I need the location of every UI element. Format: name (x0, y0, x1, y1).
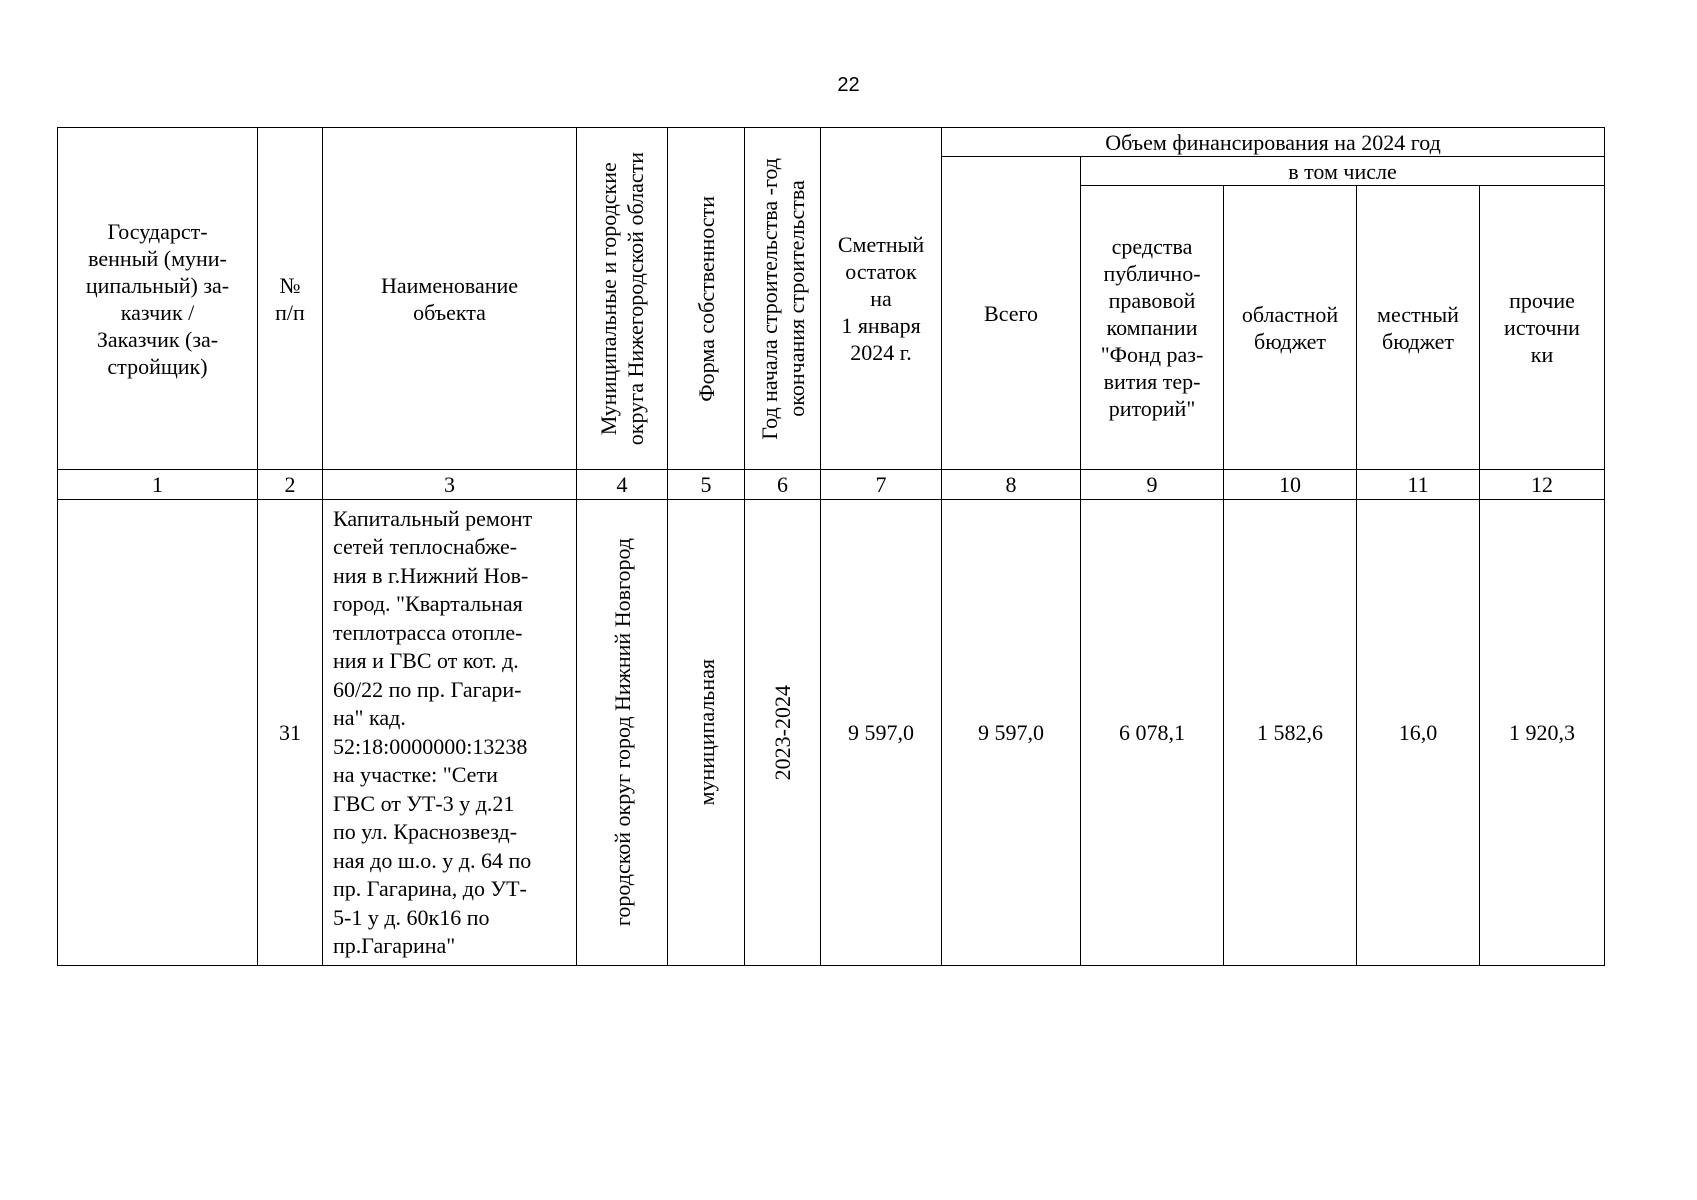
header-total: Всего (942, 157, 1081, 470)
column-number: 4 (577, 470, 668, 500)
column-number: 2 (258, 470, 323, 500)
object-name-text: Капитальный ремонт сетей теплоснабже- ния в г.Нижний Нов- город. "Квартальная теплотрасса отопле- ния и ГВС от кот. д. 60/22 по пр. Гагари- на" кад. 52:18:0000000:13238 на участке: "Сети ГВС от УТ-3 у д.21 по ул. Краснозвезд- ная до ш.о. у д. 64 по пр. Гагарина, до УТ- 5-1 у д. 60к16 по пр.Гагарина" (333, 505, 533, 958)
cell-other: 1 920,3 (1480, 500, 1605, 966)
column-numbers-row (58, 470, 1605, 500)
header-customer: Государст- венный (муни- ципальный) за- казчик / Заказчик (за- стройщик) (58, 128, 258, 470)
page-number: 22 (837, 74, 860, 96)
header-including: в том числе (1081, 157, 1605, 186)
column-number: 8 (942, 470, 1081, 500)
cell-customer (58, 500, 258, 966)
header-years: Год начала строительства -год окончания строительства (745, 128, 821, 470)
municipality-text: городской округ город Нижний Новгород (609, 538, 635, 927)
cell-number: 31 (258, 500, 323, 966)
header-funding-group: Объем финансирования на 2024 год (942, 128, 1605, 157)
column-number: 11 (1357, 470, 1480, 500)
column-number: 5 (668, 470, 745, 500)
cell-ownership (668, 500, 745, 966)
header-estimate-balance: Сметный остаток на 1 января 2024 г. (821, 128, 942, 470)
ownership-text: муниципальная (693, 659, 719, 806)
header-municipality: Муниципальные и городские округа Нижегородской области (577, 128, 668, 470)
cell-years (745, 500, 821, 966)
column-number: 3 (323, 470, 577, 500)
column-number: 1 (58, 470, 258, 500)
column-number: 6 (745, 470, 821, 500)
header-local: местный бюджет (1357, 186, 1480, 470)
header-ownership: Форма собственности (668, 128, 745, 470)
column-number: 9 (1081, 470, 1224, 500)
cell-estimate-balance: 9 597,0 (821, 500, 942, 966)
years-text: 2023-2024 (770, 684, 795, 781)
header-other: прочие источни ки (1480, 186, 1605, 470)
cell-municipality (577, 500, 668, 966)
header-number: № п/п (258, 128, 323, 470)
header-fund: средства публично- правовой компании "Фонд раз- вития тер- риторий" (1081, 186, 1224, 470)
cell-local: 16,0 (1357, 500, 1480, 966)
financing-table (57, 127, 1605, 966)
header-row-1 (58, 128, 1605, 157)
column-number: 10 (1224, 470, 1357, 500)
table-row (58, 500, 1605, 966)
header-regional: областной бюджет (1224, 186, 1357, 470)
cell-total: 9 597,0 (942, 500, 1081, 966)
cell-object-name (323, 500, 577, 966)
header-object-name: Наименование объекта (323, 128, 577, 470)
cell-regional: 1 582,6 (1224, 500, 1357, 966)
column-number: 12 (1480, 470, 1605, 500)
column-number: 7 (821, 470, 942, 500)
cell-fund: 6 078,1 (1081, 500, 1224, 966)
